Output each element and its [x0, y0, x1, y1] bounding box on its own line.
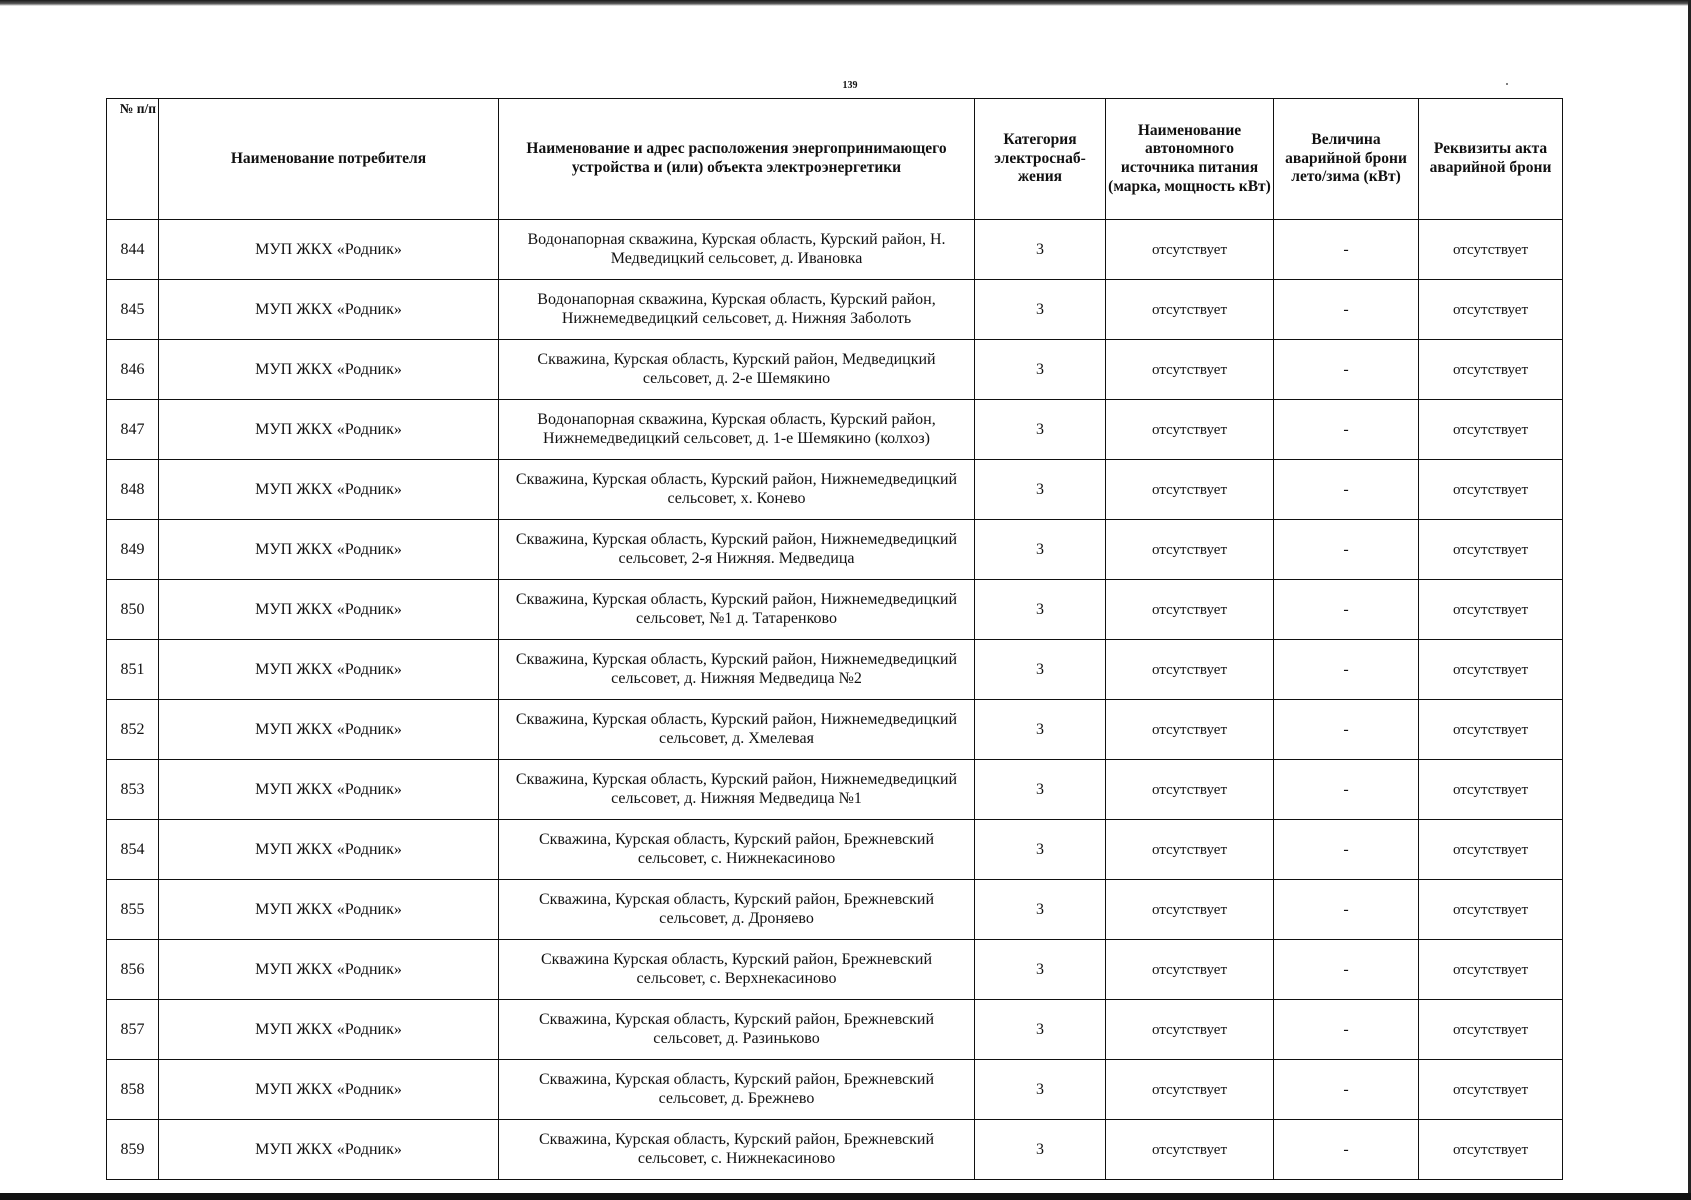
cell-reserve: -	[1274, 340, 1419, 400]
cell-act: отсутствует	[1419, 280, 1563, 340]
header-address: Наименование и адрес расположения энергопринимающего устройства и (или) объекта электроэнергетики	[499, 99, 975, 220]
cell-address: Скважина, Курская область, Курский район, Нижнемедведицкий сельсовет, х. Конево	[499, 460, 975, 520]
cell-source: отсутствует	[1106, 820, 1274, 880]
table-row	[107, 220, 1563, 280]
cell-consumer: МУП ЖКХ «Родник»	[159, 400, 499, 460]
table-row	[107, 520, 1563, 580]
cell-category: 3	[975, 460, 1106, 520]
cell-reserve: -	[1274, 760, 1419, 820]
cell-category: 3	[975, 520, 1106, 580]
cell-num: 858	[107, 1060, 159, 1120]
cell-act: отсутствует	[1419, 340, 1563, 400]
cell-category: 3	[975, 1120, 1106, 1180]
cell-consumer: МУП ЖКХ «Родник»	[159, 460, 499, 520]
table-row	[107, 460, 1563, 520]
cell-act: отсутствует	[1419, 820, 1563, 880]
cell-source: отсутствует	[1106, 1120, 1274, 1180]
cell-num: 859	[107, 1120, 159, 1180]
cell-category: 3	[975, 580, 1106, 640]
cell-category: 3	[975, 760, 1106, 820]
table-body	[107, 220, 1563, 1180]
table-row	[107, 1000, 1563, 1060]
cell-reserve: -	[1274, 280, 1419, 340]
cell-act: отсутствует	[1419, 400, 1563, 460]
cell-consumer: МУП ЖКХ «Родник»	[159, 520, 499, 580]
cell-category: 3	[975, 880, 1106, 940]
cell-address: Скважина, Курская область, Курский район, Брежневский сельсовет, с. Нижнекасиново	[499, 1120, 975, 1180]
cell-category: 3	[975, 1000, 1106, 1060]
cell-address: Водонапорная скважина, Курская область, Курский район, Н. Медведицкий сельсовет, д. Ивановка	[499, 220, 975, 280]
cell-source: отсутствует	[1106, 1060, 1274, 1120]
header-reserve: Величина аварийной брони лето/зима (кВт)	[1274, 99, 1419, 220]
table-row	[107, 340, 1563, 400]
table-row	[107, 400, 1563, 460]
cell-address: Скважина, Курская область, Курский район, Нижнемедведицкий сельсовет, д. Нижняя Медведица №1	[499, 760, 975, 820]
cell-source: отсутствует	[1106, 1000, 1274, 1060]
table-row	[107, 280, 1563, 340]
table-row	[107, 1060, 1563, 1120]
cell-source: отсутствует	[1106, 880, 1274, 940]
table-row	[107, 820, 1563, 880]
cell-num: 855	[107, 880, 159, 940]
cell-consumer: МУП ЖКХ «Родник»	[159, 760, 499, 820]
table-row	[107, 940, 1563, 1000]
cell-source: отсутствует	[1106, 280, 1274, 340]
cell-category: 3	[975, 700, 1106, 760]
cell-category: 3	[975, 280, 1106, 340]
cell-num: 851	[107, 640, 159, 700]
cell-num: 846	[107, 340, 159, 400]
scan-speck	[1506, 83, 1508, 85]
page-number: 139	[842, 80, 858, 91]
scan-edge-top	[0, 0, 1691, 6]
cell-num: 857	[107, 1000, 159, 1060]
cell-consumer: МУП ЖКХ «Родник»	[159, 1120, 499, 1180]
cell-address: Скважина, Курская область, Курский район, Нижнемедведицкий сельсовет, д. Нижняя Медведица №2	[499, 640, 975, 700]
cell-act: отсутствует	[1419, 700, 1563, 760]
cell-source: отсутствует	[1106, 700, 1274, 760]
cell-act: отсутствует	[1419, 460, 1563, 520]
table-header-row	[107, 99, 1563, 220]
cell-reserve: -	[1274, 460, 1419, 520]
cell-reserve: -	[1274, 580, 1419, 640]
cell-consumer: МУП ЖКХ «Родник»	[159, 640, 499, 700]
cell-reserve: -	[1274, 880, 1419, 940]
cell-act: отсутствует	[1419, 580, 1563, 640]
cell-num: 849	[107, 520, 159, 580]
cell-address: Скважина, Курская область, Курский район, Брежневский сельсовет, д. Брежнево	[499, 1060, 975, 1120]
cell-consumer: МУП ЖКХ «Родник»	[159, 1060, 499, 1120]
cell-num: 852	[107, 700, 159, 760]
cell-reserve: -	[1274, 640, 1419, 700]
cell-consumer: МУП ЖКХ «Родник»	[159, 220, 499, 280]
cell-address: Скважина Курская область, Курский район, Брежневский сельсовет, с. Верхнекасиново	[499, 940, 975, 1000]
cell-category: 3	[975, 1060, 1106, 1120]
cell-source: отсутствует	[1106, 460, 1274, 520]
cell-address: Водонапорная скважина, Курская область, Курский район, Нижнемедведицкий сельсовет, д. Нижняя Заболоть	[499, 280, 975, 340]
table-row	[107, 760, 1563, 820]
cell-num: 844	[107, 220, 159, 280]
cell-consumer: МУП ЖКХ «Родник»	[159, 580, 499, 640]
cell-num: 850	[107, 580, 159, 640]
cell-category: 3	[975, 820, 1106, 880]
cell-consumer: МУП ЖКХ «Родник»	[159, 1000, 499, 1060]
header-num: № п/п	[107, 99, 159, 220]
cell-source: отсутствует	[1106, 640, 1274, 700]
cell-reserve: -	[1274, 1060, 1419, 1120]
cell-address: Скважина, Курская область, Курский район, Нижнемедведицкий сельсовет, д. Хмелевая	[499, 700, 975, 760]
cell-consumer: МУП ЖКХ «Родник»	[159, 940, 499, 1000]
cell-source: отсутствует	[1106, 580, 1274, 640]
cell-category: 3	[975, 640, 1106, 700]
cell-act: отсутствует	[1419, 1000, 1563, 1060]
cell-act: отсутствует	[1419, 760, 1563, 820]
header-act: Реквизиты акта аварийной брони	[1419, 99, 1563, 220]
table-row	[107, 700, 1563, 760]
table-row	[107, 880, 1563, 940]
cell-act: отсутствует	[1419, 880, 1563, 940]
cell-act: отсутствует	[1419, 1060, 1563, 1120]
cell-consumer: МУП ЖКХ «Родник»	[159, 700, 499, 760]
cell-num: 848	[107, 460, 159, 520]
table-row	[107, 580, 1563, 640]
cell-reserve: -	[1274, 820, 1419, 880]
cell-source: отсутствует	[1106, 760, 1274, 820]
cell-reserve: -	[1274, 1000, 1419, 1060]
scan-edge-bottom	[0, 1193, 1691, 1200]
cell-act: отсутствует	[1419, 940, 1563, 1000]
cell-consumer: МУП ЖКХ «Родник»	[159, 880, 499, 940]
header-source: Наименование автономного источника питания (марка, мощность кВт)	[1106, 99, 1274, 220]
reserve-register-table	[106, 98, 1563, 1180]
header-consumer: Наименование потребителя	[159, 99, 499, 220]
cell-reserve: -	[1274, 520, 1419, 580]
cell-num: 847	[107, 400, 159, 460]
cell-act: отсутствует	[1419, 520, 1563, 580]
cell-source: отсутствует	[1106, 520, 1274, 580]
cell-address: Скважина, Курская область, Курский район, Медведицкий сельсовет, д. 2-е Шемякино	[499, 340, 975, 400]
cell-address: Скважина, Курская область, Курский район, Нижнемедведицкий сельсовет, 2-я Нижняя. Медведица	[499, 520, 975, 580]
cell-reserve: -	[1274, 1120, 1419, 1180]
cell-num: 856	[107, 940, 159, 1000]
cell-source: отсутствует	[1106, 940, 1274, 1000]
cell-act: отсутствует	[1419, 220, 1563, 280]
cell-address: Водонапорная скважина, Курская область, Курский район, Нижнемедведицкий сельсовет, д. 1-е Шемякино (колхоз)	[499, 400, 975, 460]
cell-category: 3	[975, 340, 1106, 400]
cell-consumer: МУП ЖКХ «Родник»	[159, 280, 499, 340]
cell-reserve: -	[1274, 940, 1419, 1000]
table-row	[107, 1120, 1563, 1180]
cell-source: отсутствует	[1106, 400, 1274, 460]
cell-category: 3	[975, 400, 1106, 460]
cell-act: отсутствует	[1419, 1120, 1563, 1180]
cell-reserve: -	[1274, 220, 1419, 280]
cell-address: Скважина, Курская область, Курский район, Брежневский сельсовет, д. Разиньково	[499, 1000, 975, 1060]
cell-source: отсутствует	[1106, 340, 1274, 400]
cell-num: 854	[107, 820, 159, 880]
cell-reserve: -	[1274, 400, 1419, 460]
cell-reserve: -	[1274, 700, 1419, 760]
cell-category: 3	[975, 940, 1106, 1000]
table-row	[107, 640, 1563, 700]
cell-num: 845	[107, 280, 159, 340]
cell-act: отсутствует	[1419, 640, 1563, 700]
cell-source: отсутствует	[1106, 220, 1274, 280]
cell-address: Скважина, Курская область, Курский район, Нижнемедведицкий сельсовет, №1 д. Татаренково	[499, 580, 975, 640]
cell-consumer: МУП ЖКХ «Родник»	[159, 820, 499, 880]
cell-num: 853	[107, 760, 159, 820]
cell-category: 3	[975, 220, 1106, 280]
cell-address: Скважина, Курская область, Курский район, Брежневский сельсовет, с. Нижнекасиново	[499, 820, 975, 880]
header-category: Категория электроснаб-жения	[975, 99, 1106, 220]
cell-address: Скважина, Курская область, Курский район, Брежневский сельсовет, д. Дроняево	[499, 880, 975, 940]
cell-consumer: МУП ЖКХ «Родник»	[159, 340, 499, 400]
